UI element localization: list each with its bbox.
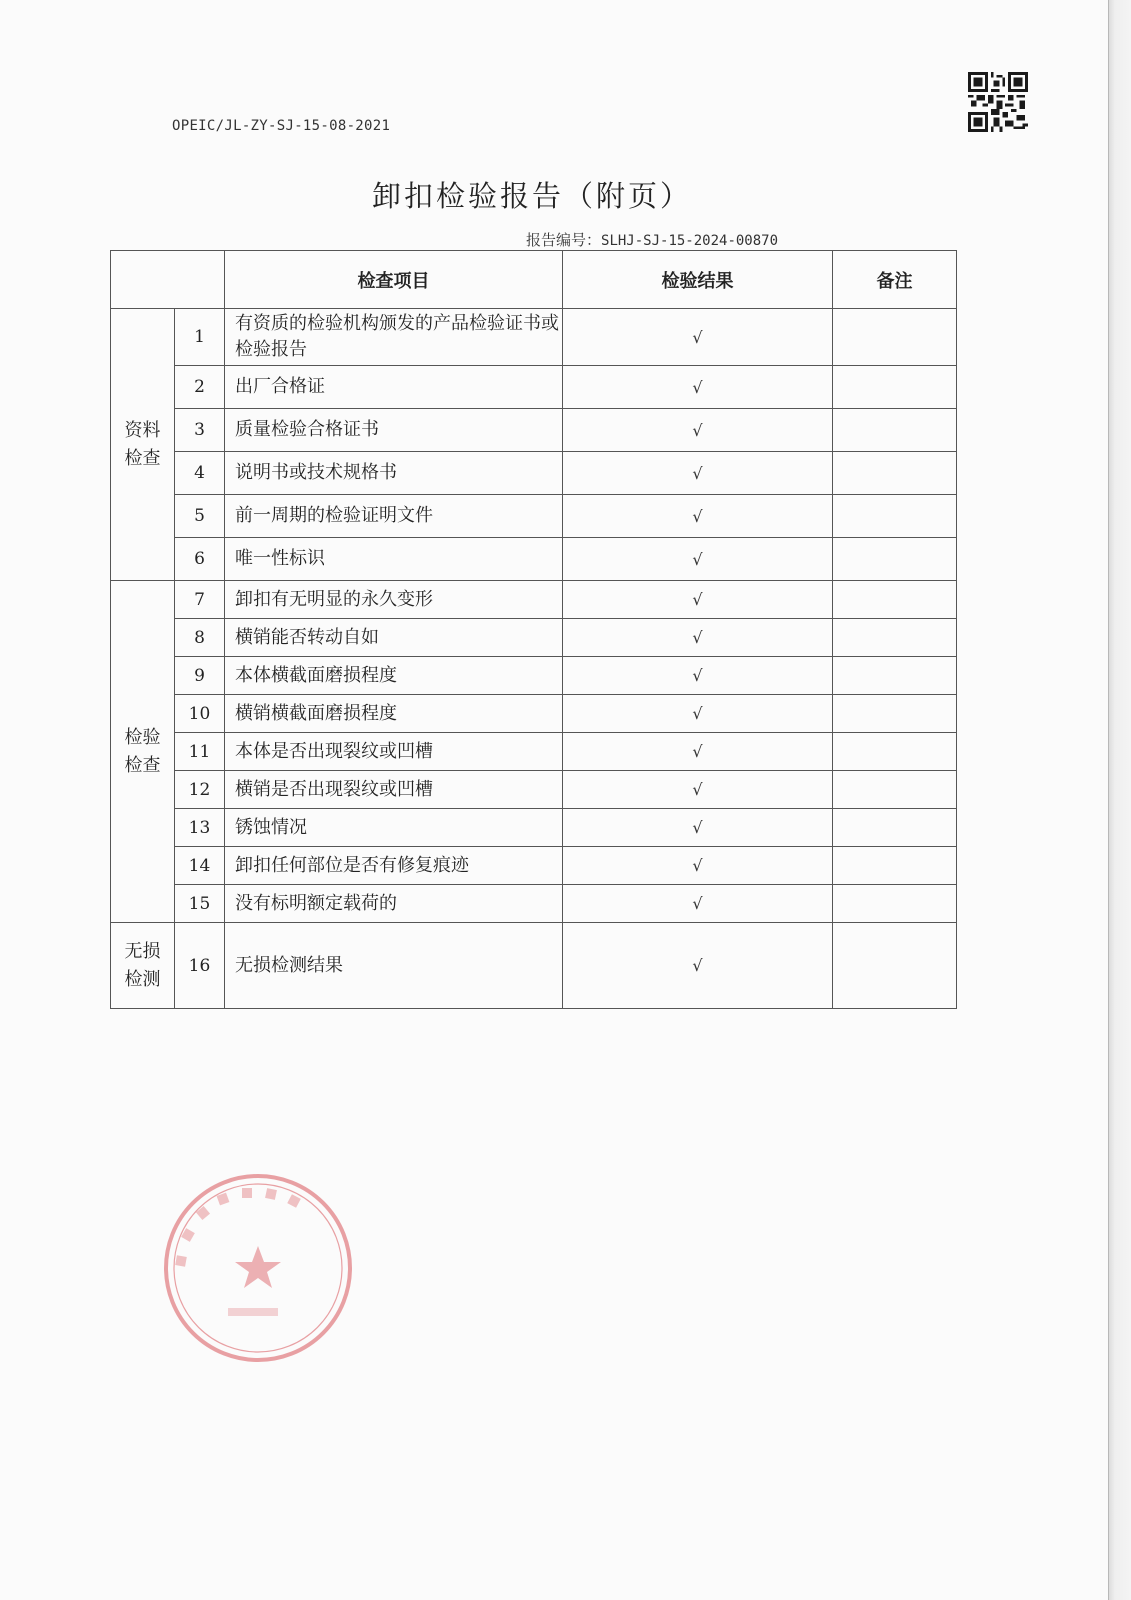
row-number: 9 bbox=[175, 657, 225, 695]
table-body bbox=[111, 309, 957, 1009]
inspection-item: 无损检测结果 bbox=[225, 923, 563, 1009]
row-number: 1 bbox=[175, 309, 225, 366]
document-code: OPEIC/JL-ZY-SJ-15-08-2021 bbox=[172, 118, 391, 134]
report-number-value: SLHJ-SJ-15-2024-00870 bbox=[601, 233, 779, 249]
table-row bbox=[111, 366, 957, 409]
header-item: 检查项目 bbox=[225, 251, 563, 309]
table-row bbox=[111, 809, 957, 847]
group-label bbox=[121, 724, 165, 780]
inspection-result: √ bbox=[563, 809, 833, 847]
group-label-cell bbox=[111, 309, 175, 581]
inspection-result: √ bbox=[563, 409, 833, 452]
row-number: 6 bbox=[175, 538, 225, 581]
row-number: 7 bbox=[175, 581, 225, 619]
table-row bbox=[111, 581, 957, 619]
inspection-item: 没有标明额定载荷的 bbox=[225, 885, 563, 923]
inspection-item: 横销是否出现裂纹或凹槽 bbox=[225, 771, 563, 809]
table-row bbox=[111, 923, 957, 1009]
report-number bbox=[526, 229, 778, 250]
group-label-line: 检测 bbox=[124, 968, 161, 990]
inspection-result: √ bbox=[563, 452, 833, 495]
remark-cell bbox=[833, 409, 957, 452]
inspection-result: √ bbox=[563, 309, 833, 366]
row-number: 11 bbox=[175, 733, 225, 771]
inspection-result: √ bbox=[563, 923, 833, 1009]
inspection-table bbox=[110, 250, 957, 1009]
remark-cell bbox=[833, 733, 957, 771]
row-number: 16 bbox=[175, 923, 225, 1009]
official-seal bbox=[158, 1168, 358, 1368]
inspection-item: 本体横截面磨损程度 bbox=[225, 657, 563, 695]
scan-edge bbox=[1108, 0, 1131, 1600]
inspection-result: √ bbox=[563, 581, 833, 619]
inspection-item: 横销能否转动自如 bbox=[225, 619, 563, 657]
group-label-line: 检验 bbox=[124, 726, 161, 748]
page-title: 卸扣检验报告（附页） bbox=[371, 179, 692, 213]
remark-cell bbox=[833, 771, 957, 809]
table-row bbox=[111, 657, 957, 695]
row-number: 3 bbox=[175, 409, 225, 452]
group-label-line: 资料 bbox=[124, 419, 161, 441]
row-number: 15 bbox=[175, 885, 225, 923]
remark-cell bbox=[833, 495, 957, 538]
remark-cell bbox=[833, 452, 957, 495]
table-row bbox=[111, 733, 957, 771]
group-label-line: 无损 bbox=[124, 940, 161, 962]
inspection-result: √ bbox=[563, 538, 833, 581]
table-row bbox=[111, 538, 957, 581]
remark-cell bbox=[833, 538, 957, 581]
table-row bbox=[111, 695, 957, 733]
group-label bbox=[121, 938, 165, 994]
inspection-item: 前一周期的检验证明文件 bbox=[225, 495, 563, 538]
inspection-item: 本体是否出现裂纹或凹槽 bbox=[225, 733, 563, 771]
remark-cell bbox=[833, 809, 957, 847]
inspection-result: √ bbox=[563, 733, 833, 771]
group-label-cell bbox=[111, 923, 175, 1009]
row-number: 2 bbox=[175, 366, 225, 409]
remark-cell bbox=[833, 847, 957, 885]
row-number: 5 bbox=[175, 495, 225, 538]
report-number-label: 报告编号： bbox=[526, 231, 602, 249]
group-label-line: 检查 bbox=[124, 447, 161, 469]
inspection-result: √ bbox=[563, 657, 833, 695]
remark-cell bbox=[833, 581, 957, 619]
inspection-item: 质量检验合格证书 bbox=[225, 409, 563, 452]
table-row bbox=[111, 771, 957, 809]
inspection-item: 横销横截面磨损程度 bbox=[225, 695, 563, 733]
inspection-result: √ bbox=[563, 771, 833, 809]
table-row bbox=[111, 619, 957, 657]
row-number: 8 bbox=[175, 619, 225, 657]
group-label-line: 检查 bbox=[124, 754, 161, 776]
inspection-item: 卸扣有无明显的永久变形 bbox=[225, 581, 563, 619]
remark-cell bbox=[833, 695, 957, 733]
row-number: 14 bbox=[175, 847, 225, 885]
group-label bbox=[121, 417, 165, 473]
inspection-result: √ bbox=[563, 885, 833, 923]
row-number: 4 bbox=[175, 452, 225, 495]
remark-cell bbox=[833, 309, 957, 366]
header-result: 检验结果 bbox=[563, 251, 833, 309]
inspection-result: √ bbox=[563, 695, 833, 733]
table-row bbox=[111, 847, 957, 885]
table-row bbox=[111, 885, 957, 923]
table-row bbox=[111, 452, 957, 495]
inspection-item: 出厂合格证 bbox=[225, 366, 563, 409]
qr-code-icon bbox=[968, 72, 1028, 132]
remark-cell bbox=[833, 366, 957, 409]
inspection-item: 锈蚀情况 bbox=[225, 809, 563, 847]
remark-cell bbox=[833, 923, 957, 1009]
table-header-row bbox=[111, 251, 957, 309]
inspection-result: √ bbox=[563, 366, 833, 409]
inspection-result: √ bbox=[563, 619, 833, 657]
remark-cell bbox=[833, 657, 957, 695]
header-note: 备注 bbox=[833, 251, 957, 309]
inspection-result: √ bbox=[563, 495, 833, 538]
row-number: 10 bbox=[175, 695, 225, 733]
inspection-item: 有资质的检验机构颁发的产品检验证书或检验报告 bbox=[225, 309, 563, 366]
remark-cell bbox=[833, 619, 957, 657]
inspection-item: 卸扣任何部位是否有修复痕迹 bbox=[225, 847, 563, 885]
table-row bbox=[111, 409, 957, 452]
inspection-result: √ bbox=[563, 847, 833, 885]
table-row bbox=[111, 309, 957, 366]
inspection-item: 说明书或技术规格书 bbox=[225, 452, 563, 495]
row-number: 13 bbox=[175, 809, 225, 847]
group-label-cell bbox=[111, 581, 175, 923]
header-blank-cell bbox=[111, 251, 225, 309]
table-row bbox=[111, 495, 957, 538]
row-number: 12 bbox=[175, 771, 225, 809]
inspection-item: 唯一性标识 bbox=[225, 538, 563, 581]
scan-edge-line bbox=[1108, 0, 1109, 1600]
remark-cell bbox=[833, 885, 957, 923]
